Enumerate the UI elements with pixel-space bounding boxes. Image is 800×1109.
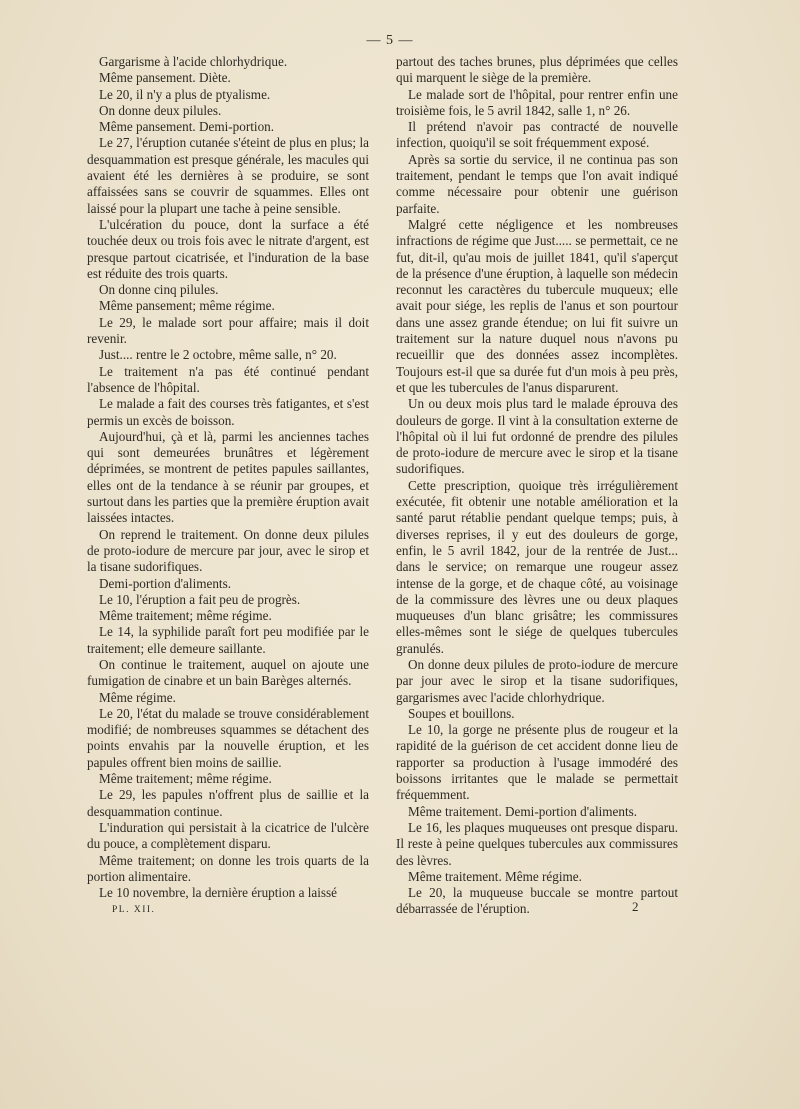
paragraph: partout des taches brunes, plus déprimées que celles qui marquent le siège de la première. [396, 54, 678, 86]
paragraph: Le 10, l'éruption a fait peu de progrès. [99, 591, 301, 607]
paragraph: Même pansement. Diète. [99, 70, 231, 86]
paragraph: Soupes et bouillons. [408, 705, 515, 721]
paragraph: On donne deux pilules de proto-iodure de mercure par jour avec le sirop et la tisane sudorifiques, gargarismes avec l'acide chlorhydrique. [396, 656, 678, 705]
paragraph: Le 10 novembre, la dernière éruption a laissé [99, 885, 338, 901]
paragraph: Le 20, l'état du malade se trouve considérablement modifié; de nombreuses squammes se détachent des points envahis par la nouvelle éruption, et les papules offrent bien moins de saillie. [87, 705, 369, 770]
paragraph: Aujourd'hui, çà et là, parmi les anciennes taches qui sont demeurées brunâtres et légèrement déprimées, se montrent de petites papules saillantes, elles ont de la tendance à se réunir par groupes, et surtout dans les parties que la première éruption avait laissées intactes. [87, 428, 369, 526]
paragraph: Le 29, les papules n'offrent plus de saillie et la desquammation continue. [87, 787, 369, 819]
paragraph: Demi-portion d'aliments. [99, 575, 232, 591]
signature-mark: 2 [632, 899, 639, 914]
paragraph: Même traitement; même régime. [99, 771, 272, 787]
paragraph: Même régime. [99, 689, 176, 705]
paragraph: L'ulcération du pouce, dont la surface a été touchée deux ou trois fois avec le nitrate d'argent, est presque partout cicatrisée, et l'induration de la base est réduite des trois quarts. [87, 216, 369, 281]
paragraph: Malgré cette négligence et les nombreuses infractions de régime que Just..... se permettait, ce ne fut, dit-il, qu'au mois de juillet 1841, qu'il s'aperçut de la présence d'une éruption, à laquelle son médecin reconnut les caractères du tubercule muqueux; elle avait pour siége, les replis de l'anus et son pourtour dans une assez grande étendue; on lui fit suivre un traitement sur la nature duquel nous n'avons pu recueillir que des données assez incomplètes. Toujours est-il que sa durée fut d'un mois à peu près, et que les tubercules de l'anus disparurent. [396, 216, 678, 395]
paragraph: L'induration qui persistait à la cicatrice de l'ulcère du pouce, a complètement disparu. [87, 819, 369, 852]
paragraph: Même pansement; même régime. [99, 298, 275, 314]
paragraph: Le malade sort de l'hôpital, pour rentrer enfin une troisième fois, le 5 avril 1842, salle 1, n° 26. [396, 86, 678, 118]
paragraph: Il prétend n'avoir pas contracté de nouvelle infection, quoiqu'il se soit fréquemment exposé. [396, 119, 678, 151]
paragraph: Le 20, il n'y a plus de ptyalisme. [99, 86, 271, 102]
paragraph: On donne deux pilules. [99, 102, 222, 118]
paragraph: Le 29, le malade sort pour affaire; mais il doit revenir. [87, 314, 369, 347]
paragraph: Le malade a fait des courses très fatigantes, et s'est permis un excès de boisson. [87, 396, 369, 428]
right-text-column [396, 54, 678, 918]
paragraph: On donne cinq pilules. [99, 282, 219, 298]
paragraph: Même traitement; même régime. [99, 608, 272, 624]
left-text-column [87, 54, 369, 901]
paragraph: Même traitement; on donne les trois quarts de la portion alimentaire. [87, 852, 369, 884]
paragraph: Même pansement. Demi-portion. [99, 119, 275, 135]
paragraph: Le 14, la syphilide paraît fort peu modifiée par le traitement; elle demeure saillante. [87, 624, 369, 656]
paragraph: Après sa sortie du service, il ne continua pas son traitement, pendant le temps que l'on avait indiqué comme nécessaire pour obtenir une guérison parfaite. [396, 151, 678, 216]
paragraph: Gargarisme à l'acide chlorhydrique. [99, 54, 288, 69]
plate-mark: PL. XII. [112, 905, 156, 915]
paragraph: On reprend le traitement. On donne deux pilules de proto-iodure de mercure par jour, avec le sirop et la tisane sudorifiques. [87, 526, 369, 575]
paragraph: Le traitement n'a pas été continué pendant l'absence de l'hôpital. [87, 363, 369, 395]
paragraph: Le 20, la muqueuse buccale se montre partout débarrassée de l'éruption. [396, 885, 678, 917]
paragraph: Le 16, les plaques muqueuses ont presque disparu. Il reste à peine quelques tubercules aux commissures des lèvres. [396, 819, 678, 868]
page-number: — 5 — [366, 33, 414, 48]
paragraph: Un ou deux mois plus tard le malade éprouva des douleurs de gorge. Il vint à la consultation externe de l'hôpital où il lui fut ordonné de prendre des pilules de proto-iodure de mercure avec le sirop et la tisane sudorifiques. [396, 396, 678, 477]
paragraph: Cette prescription, quoique très irrégulièrement exécutée, fit obtenir une notable amélioration et la santé parut rétablie pendant quelque temps; puis, à diverses reprises, il y eut des douleurs de gorge, enfin, le 5 avril 1842, jour de la rentrée de Just... dans le service; on remarque une rougeur assez intense de la gorge, et de chaque côté, au voisinage de la commissure des lèvres une ou deux plaques muqueuses d'un blanc grisâtre; les commissures elles-mêmes sont le siége de quelques tubercules granulés. [396, 477, 678, 656]
paragraph: Même traitement. Demi-portion d'aliments. [408, 803, 638, 819]
paragraph: Just.... rentre le 2 octobre, même salle, n° 20. [99, 347, 337, 363]
paragraph: Même traitement. Même régime. [408, 868, 582, 884]
paragraph: Le 27, l'éruption cutanée s'éteint de plus en plus; la desquammation est presque générale, les macules qui avaient été les dernières à se produire, se sont affaissées sans se couvrir de squammes. Elles ont laissé pour la plupart une tache à peine sensible. [87, 135, 369, 216]
paragraph: Le 10, la gorge ne présente plus de rougeur et la rapidité de la guérison de cet accident donne lieu de rapporter sa production à l'usage immodéré des boissons irritantes que le malade se permettait fréquemment. [396, 722, 678, 803]
paragraph: On continue le traitement, auquel on ajoute une fumigation de cinabre et un bain Barèges alternés. [87, 656, 369, 689]
